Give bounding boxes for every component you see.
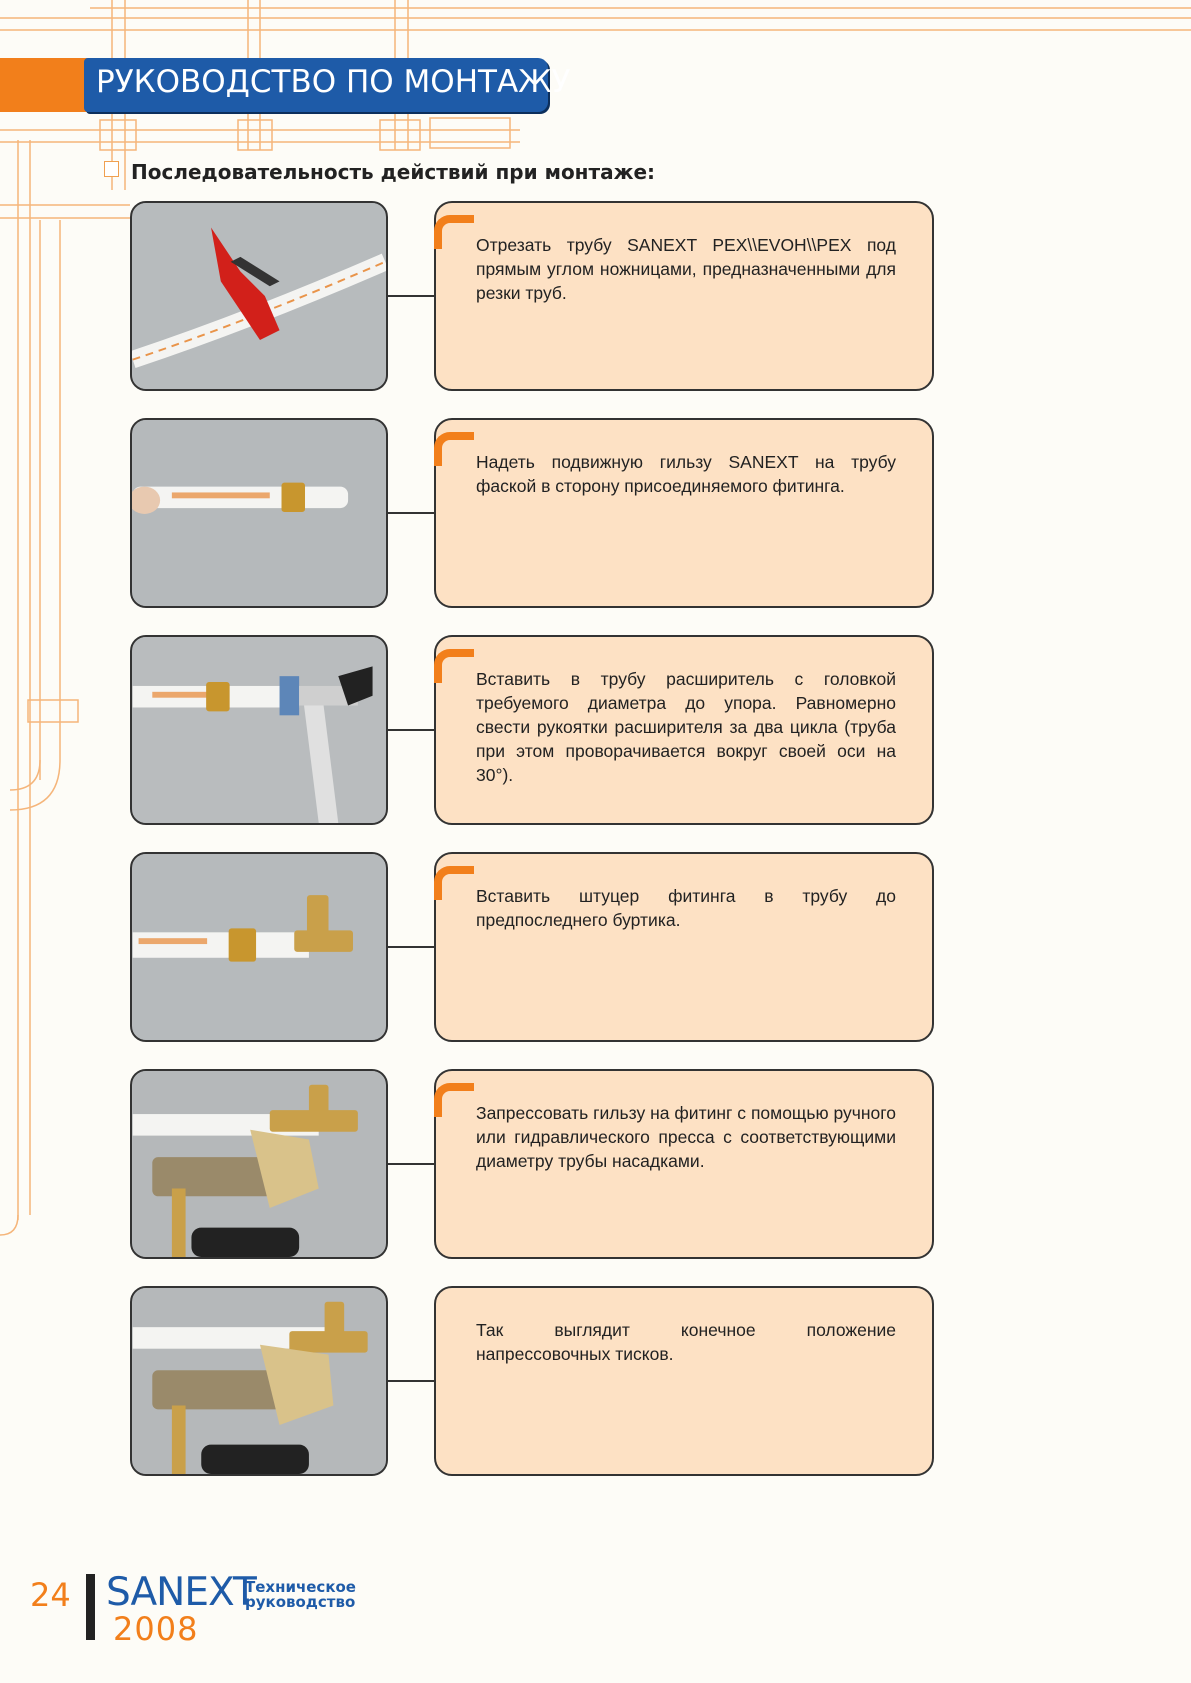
step-connector: [388, 729, 434, 731]
step-text: Так выглядит конечное положение напрессовочных тисков.: [476, 1320, 896, 1364]
doc-type-line2: руководство: [245, 1593, 356, 1611]
step-6: [130, 1286, 935, 1478]
step-text: Отрезать трубу SANEXT PEX\\EVOH\\PEX под прямым углом ножницами, предназначенными для резки труб.: [476, 235, 896, 303]
step-3: [130, 635, 935, 827]
step-card: [434, 852, 934, 1042]
page-header: [0, 58, 571, 112]
card-corner-accent: [434, 215, 474, 249]
doc-type: [245, 1580, 356, 1610]
brand-logo: SANEXT: [106, 1570, 256, 1615]
step-5: [130, 1069, 935, 1261]
card-corner-accent: [434, 1083, 474, 1117]
step-2: [130, 418, 935, 610]
step-card: [434, 635, 934, 825]
step-connector: [388, 1380, 434, 1382]
step-card: [434, 1069, 934, 1259]
step-text: Надеть подвижную гильзу SANEXT на трубу фаской в сторону присоединяемого фитинга.: [476, 452, 896, 496]
step-text: Запрессовать гильзу на фитинг с помощью ручного или гидравлического пресса с соответствующими диаметру трубы насадками.: [476, 1103, 896, 1171]
step-text: Вставить в трубу расширитель с головкой требуемого диаметра до упора. Равномерно свести рукоятки расширителя за два цикла (труба при этом проворачивается вокруг своей оси на 30°).: [476, 669, 896, 785]
subtitle-bullet: [104, 161, 119, 177]
page-number: 24: [30, 1576, 71, 1614]
step-connector: [388, 512, 434, 514]
step-connector: [388, 1163, 434, 1165]
page-title: РУКОВОДСТВО ПО МОНТАЖУ: [96, 64, 571, 100]
doc-type-line1: Техническое: [245, 1578, 356, 1596]
step-4: [130, 852, 935, 1044]
pipe-cutter-icon: [130, 201, 388, 391]
press-tool-icon: [130, 1069, 388, 1259]
sleeve-on-pipe-icon: [130, 418, 388, 608]
card-corner-accent: [434, 432, 474, 466]
edition-year: 2008: [113, 1610, 199, 1648]
step-1: [130, 201, 935, 393]
press-final-icon: [130, 1286, 388, 1476]
step-text: Вставить штуцер фитинга в трубу до предпоследнего буртика.: [476, 886, 896, 930]
step-card: [434, 418, 934, 608]
fitting-insert-icon: [130, 852, 388, 1042]
header-orange-block: [0, 58, 92, 112]
footer-divider: [86, 1574, 95, 1640]
card-corner-accent: [434, 866, 474, 900]
step-connector: [388, 295, 434, 297]
expander-tool-icon: [130, 635, 388, 825]
step-card: [434, 201, 934, 391]
step-card: [434, 1286, 934, 1476]
step-connector: [388, 946, 434, 948]
section-subtitle: Последовательность действий при монтаже:: [131, 160, 656, 184]
card-corner-accent: [434, 649, 474, 683]
